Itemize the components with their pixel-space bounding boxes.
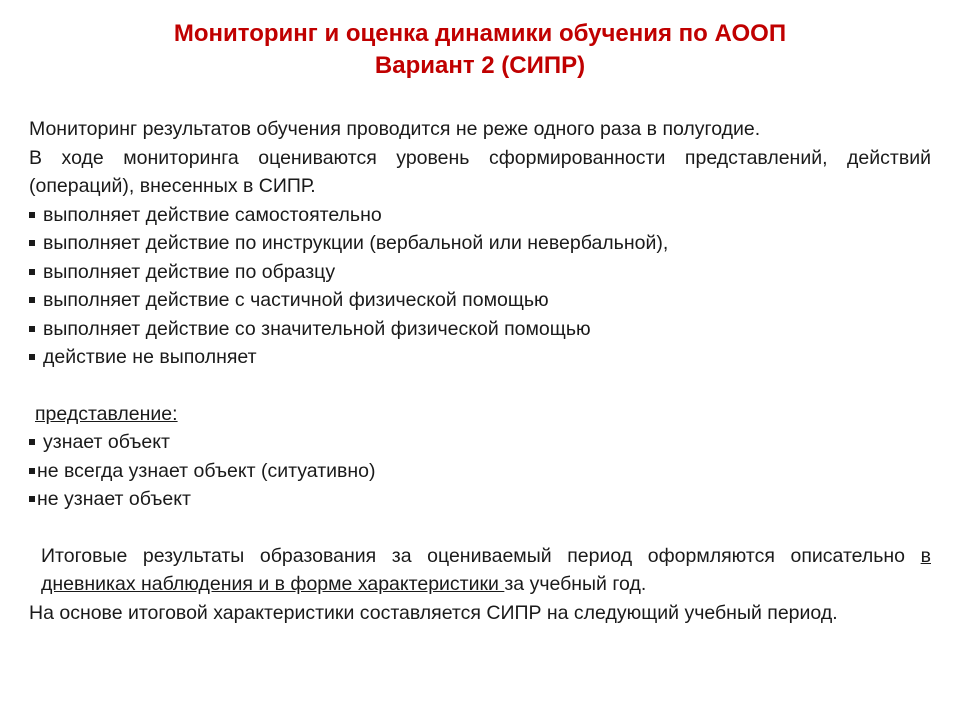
- list-item-text: не всегда узнает объект (ситуативно): [37, 459, 376, 482]
- slide-title: [0, 18, 960, 82]
- list-item: [29, 457, 931, 486]
- list-item: [29, 286, 931, 315]
- results-text-start: Итоговые результаты образования за оцениваемый период оформляются описательно: [41, 544, 921, 567]
- list-item-text: выполняет действие с частичной физической помощью: [43, 289, 549, 311]
- square-bullet-icon: [29, 297, 35, 303]
- list-item: [29, 315, 931, 344]
- list-item: [29, 343, 931, 372]
- list-item-text: узнает объект: [43, 431, 170, 453]
- square-bullet-icon: [29, 269, 35, 275]
- slide-body: [29, 115, 931, 627]
- spacer: [29, 372, 931, 400]
- list-item-text: выполняет действие со значительной физической помощью: [43, 317, 591, 340]
- list-item: [29, 201, 931, 230]
- square-bullet-icon: [29, 212, 35, 218]
- list-item: [29, 428, 931, 457]
- list-item: [29, 258, 931, 287]
- square-bullet-icon: [29, 326, 35, 332]
- list-item: [29, 229, 931, 258]
- next-period-paragraph: На основе итоговой характеристики составляется СИПР на следующий учебный период.: [29, 601, 838, 624]
- action-levels-list: [29, 201, 931, 372]
- list-item-text: выполняет действие самостоятельно: [43, 203, 382, 226]
- list-item-text: не узнает объект: [37, 488, 191, 510]
- square-bullet-icon: [29, 240, 35, 246]
- representation-list: [29, 428, 931, 514]
- intro-paragraph-2: В ходе мониторинга оцениваются уровень сформированности представлений, действий (операций), внесенных в СИПР.: [29, 146, 931, 197]
- list-item-text: выполняет действие по образцу: [43, 260, 336, 283]
- square-bullet-icon: [29, 439, 35, 445]
- list-item: [29, 485, 931, 514]
- results-text-end: за учебный год.: [504, 573, 647, 595]
- list-item-text: действие не выполняет: [43, 346, 257, 368]
- representation-heading: представление:: [35, 402, 178, 425]
- title-line-1: Мониторинг и оценка динамики обучения по АООП: [173, 20, 787, 47]
- results-underlined-text: в дневниках наблюдения и в форме характеристики: [41, 544, 931, 595]
- square-bullet-icon: [29, 496, 35, 502]
- results-paragraph: [29, 542, 931, 599]
- list-item-text: выполняет действие по инструкции (вербальной или невербальной),: [43, 232, 669, 254]
- spacer: [29, 514, 931, 542]
- square-bullet-icon: [29, 468, 35, 474]
- intro-paragraph-1: Мониторинг результатов обучения проводится не реже одного раза в полугодие.: [29, 118, 761, 140]
- title-line-2: Вариант 2 (СИПР): [374, 52, 586, 79]
- square-bullet-icon: [29, 354, 35, 360]
